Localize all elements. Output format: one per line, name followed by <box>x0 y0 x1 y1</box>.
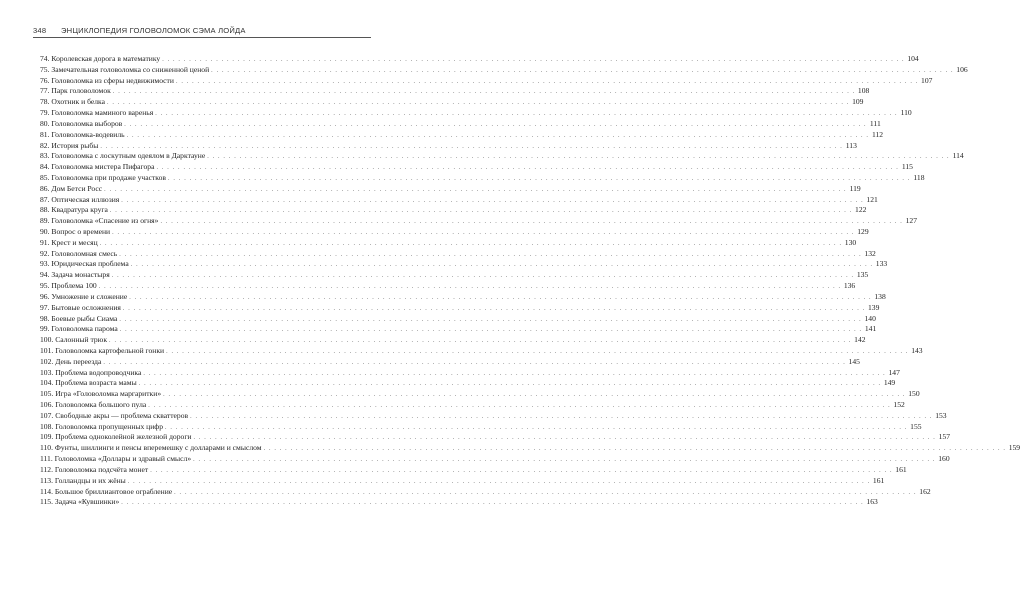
toc-entry-title: 107. Свободные акры — проблема скваттеров <box>40 410 189 420</box>
dot-leader <box>264 444 1007 455</box>
toc-entry-page: 129 <box>857 227 869 236</box>
toc-entry-page: 161 <box>872 475 885 485</box>
toc-entry <box>40 421 922 433</box>
dot-leader <box>128 477 871 488</box>
toc-entry-page: 132 <box>864 248 876 258</box>
toc-entry-title: 88. Квадратура круга <box>40 205 108 215</box>
toc-entry-title: 77. Парк головоломок <box>40 86 111 96</box>
toc-entry-title: 86. Дом Бетси Росс <box>40 183 103 193</box>
toc-entry <box>40 335 866 346</box>
toc-entry <box>40 345 923 357</box>
toc-entry-page: 161 <box>895 464 907 474</box>
dot-leader <box>155 109 898 120</box>
toc-entry-page: 133 <box>875 259 888 269</box>
dot-leader <box>163 390 906 401</box>
toc-entry-title: 97. Бытовые осложнения <box>40 302 121 312</box>
toc-entry-title: 113. Голландцы и их жёны <box>40 475 126 485</box>
dot-leader <box>194 433 937 444</box>
toc-entry <box>40 443 1020 454</box>
toc-entry <box>40 475 885 487</box>
toc-entry <box>40 281 856 292</box>
dot-leader <box>150 466 893 477</box>
toc-entry-page: 122 <box>855 205 867 215</box>
toc-entry-title: 92. Головоломная смесь <box>40 248 118 258</box>
toc-entry-page: 155 <box>910 421 922 431</box>
toc-entry-page: 112 <box>872 129 884 139</box>
dot-leader <box>104 185 847 196</box>
toc-entry-title: 74. Королевская дорога в математику <box>40 54 161 63</box>
toc-entry <box>40 302 880 314</box>
dot-leader <box>162 55 905 66</box>
dot-leader <box>207 152 950 163</box>
dot-leader <box>110 206 853 217</box>
dot-leader <box>174 488 917 499</box>
toc-entry-title: 100. Салонный трюк <box>40 335 108 345</box>
toc-entry <box>40 129 884 141</box>
dot-leader <box>112 228 855 239</box>
toc-entry-title: 112. Головоломка подсчёта монет <box>40 464 149 474</box>
running-header <box>33 26 371 38</box>
toc-entry-page: 115 <box>901 162 913 172</box>
toc-entry-page: 114 <box>952 151 964 161</box>
toc-entry <box>40 356 860 368</box>
toc-entry-page: 135 <box>856 270 869 280</box>
toc-entry-title: 95. Проблема 100 <box>40 281 97 291</box>
toc-entry-title: 89. Головоломка «Спасение из огня» <box>40 216 159 226</box>
toc-entry-title: 80. Головоломка выборов <box>40 118 123 128</box>
toc-entry <box>40 75 933 87</box>
toc-entry-title: 108. Головоломка пропущенных цифр <box>40 421 164 431</box>
toc-entry <box>40 162 913 173</box>
toc-entry-page: 111 <box>869 118 881 128</box>
toc-entry-page: 162 <box>919 486 931 496</box>
header-rule <box>33 37 371 38</box>
toc-entry-page: 142 <box>854 335 866 345</box>
dot-leader <box>211 66 954 77</box>
toc-entry <box>40 205 867 216</box>
dot-leader <box>143 369 886 380</box>
toc-entry-title: 104. Проблема возраста мамы <box>40 378 137 388</box>
toc-entry <box>40 54 919 65</box>
dot-leader <box>166 347 909 358</box>
dot-leader <box>165 423 908 434</box>
toc-entry <box>40 140 857 152</box>
toc-entry-title: 99. Головоломка парома <box>40 324 118 334</box>
toc-entry-page: 150 <box>908 389 920 399</box>
toc-entry-title: 109. Проблема одноколейной железной дороги <box>40 432 192 442</box>
dot-leader <box>160 217 903 228</box>
toc-entry <box>40 291 886 303</box>
toc-entry-page: 119 <box>849 183 861 193</box>
toc-entry-title: 103. Проблема водопроводчика <box>40 367 142 377</box>
toc-entry-page: 152 <box>893 400 905 409</box>
toc-entry-page: 159 <box>1008 443 1020 453</box>
toc-entry <box>40 378 896 389</box>
dot-leader <box>119 315 862 326</box>
toc-entry-title: 114. Большое бриллиантовое ограбление <box>40 486 173 496</box>
toc-entry <box>40 227 869 238</box>
toc-entry <box>40 118 881 130</box>
toc-entry <box>40 454 950 465</box>
toc-entry <box>40 172 925 184</box>
toc-entry-page: 157 <box>938 432 950 442</box>
toc-entry <box>40 183 861 195</box>
toc-entry-title: 83. Головоломка с лоскутным одеялом в Дарктауне <box>40 151 206 161</box>
dot-leader <box>176 77 919 88</box>
toc-entry-title: 91. Крест и месяц <box>40 237 98 247</box>
toc-entry-title: 111. Головоломка «Доллары и здравый смысл» <box>40 454 192 464</box>
toc-entry-title: 110. Фунты, шиллинги и пенсы вперемешку с долларами и смыслом <box>40 443 262 453</box>
toc-entry-page: 143 <box>911 345 923 355</box>
toc-entry <box>40 194 878 206</box>
toc-entry-page: 130 <box>844 237 857 247</box>
dot-leader <box>139 379 882 390</box>
toc-entry-title: 87. Оптическая иллюзия <box>40 194 120 204</box>
toc-entry-page: 118 <box>913 172 925 182</box>
toc-entry-title: 79. Головоломка маминого варенья <box>40 108 154 118</box>
toc-entry-page: 141 <box>864 324 877 334</box>
toc-entry-page: 140 <box>864 313 876 323</box>
toc-entry <box>40 97 864 108</box>
toc-entry-title: 84. Головоломка мистера Пифагора <box>40 162 155 172</box>
toc-entry-title: 81. Головоломка-водевиль <box>40 129 125 139</box>
toc-entry <box>40 324 877 335</box>
toc-entry-page: 149 <box>883 378 896 388</box>
toc-entry <box>40 259 888 270</box>
toc-entry-title: 96. Умножение и сложение <box>40 291 128 301</box>
toc-entry <box>40 64 968 76</box>
book-title: ЭНЦИКЛОПЕДИЯ ГОЛОВОЛОМОК СЭМА ЛОЙДА <box>61 26 246 35</box>
toc-entry-page: 106 <box>956 64 968 74</box>
toc-entry-title: 106. Головоломка большого пула <box>40 400 147 409</box>
toc-entry-page: 139 <box>868 302 880 312</box>
dot-leader <box>121 196 864 207</box>
toc-entry-page: 127 <box>905 216 917 226</box>
toc-entry <box>40 237 857 249</box>
dot-leader <box>131 260 874 271</box>
toc-entry <box>40 151 964 162</box>
toc-entry-title: 82. История рыбы <box>40 140 99 150</box>
toc-entry <box>40 313 876 325</box>
table-of-contents <box>40 54 1020 508</box>
dot-leader <box>190 412 933 423</box>
toc-entry <box>40 432 950 443</box>
dot-leader <box>100 142 843 153</box>
dot-leader <box>127 131 870 142</box>
dot-leader <box>124 120 867 131</box>
toc-entry-page: 108 <box>857 86 870 96</box>
toc-entry-title: 94. Задача монастыря <box>40 270 110 280</box>
toc-entry-title: 101. Головоломка картофельной гонки <box>40 345 165 355</box>
toc-entry <box>40 497 878 508</box>
dot-leader <box>99 282 842 293</box>
dot-leader <box>119 250 862 261</box>
toc-entry <box>40 410 947 422</box>
toc-entry <box>40 108 912 119</box>
toc-entry-title: 75. Замечательная головоломка со сниженной ценой <box>40 64 210 74</box>
toc-entry-page: 153 <box>935 410 947 420</box>
toc-entry-page: 136 <box>843 281 856 291</box>
toc-entry <box>40 216 917 227</box>
toc-entry <box>40 86 870 97</box>
toc-entry <box>40 464 907 476</box>
toc-entry-page: 160 <box>938 454 950 464</box>
toc-entry <box>40 400 905 411</box>
toc-entry-page: 138 <box>874 291 886 301</box>
dot-leader <box>168 174 911 185</box>
toc-entry-page: 113 <box>845 140 857 150</box>
toc-entry-page: 109 <box>852 97 864 107</box>
dot-leader <box>123 304 866 315</box>
toc-entry-title: 98. Боевые рыбы Сиама <box>40 313 118 323</box>
dot-leader <box>100 239 843 250</box>
toc-entry-page: 163 <box>866 497 878 507</box>
dot-leader <box>129 293 872 304</box>
toc-entry-title: 105. Игра «Головоломка маргаритки» <box>40 389 162 399</box>
toc-entry-page: 110 <box>900 108 912 118</box>
toc-entry-page: 107 <box>921 75 933 85</box>
toc-entry-title: 78. Охотник и белка <box>40 97 105 107</box>
dot-leader <box>148 401 891 412</box>
dot-leader <box>109 336 852 347</box>
toc-entry <box>40 248 876 260</box>
toc-entry-page: 147 <box>888 367 900 377</box>
dot-leader <box>156 163 899 174</box>
dot-leader <box>113 87 856 98</box>
toc-entry <box>40 389 920 400</box>
toc-entry <box>40 367 900 379</box>
toc-entry-title: 76. Головоломка из сферы недвижимости <box>40 75 174 85</box>
dot-leader <box>121 498 864 509</box>
toc-entry-title: 102. День переезда <box>40 356 102 366</box>
dot-leader <box>193 455 936 466</box>
toc-entry-title: 85. Головоломка при продаже участков <box>40 172 166 182</box>
dot-leader <box>112 271 855 282</box>
toc-entry-page: 145 <box>848 356 860 366</box>
toc-entry-page: 104 <box>907 54 919 63</box>
toc-entry <box>40 486 931 498</box>
dot-leader <box>103 358 846 369</box>
dot-leader <box>107 98 850 109</box>
page-number: 348 <box>33 26 47 35</box>
toc-entry-page: 121 <box>866 194 878 204</box>
toc-entry-title: 115. Задача «Кувшинки» <box>40 497 120 507</box>
dot-leader <box>120 325 863 336</box>
toc-entry <box>40 270 869 281</box>
toc-entry-title: 93. Юридическая проблема <box>40 259 129 269</box>
toc-entry-title: 90. Вопрос о времени <box>40 227 111 236</box>
